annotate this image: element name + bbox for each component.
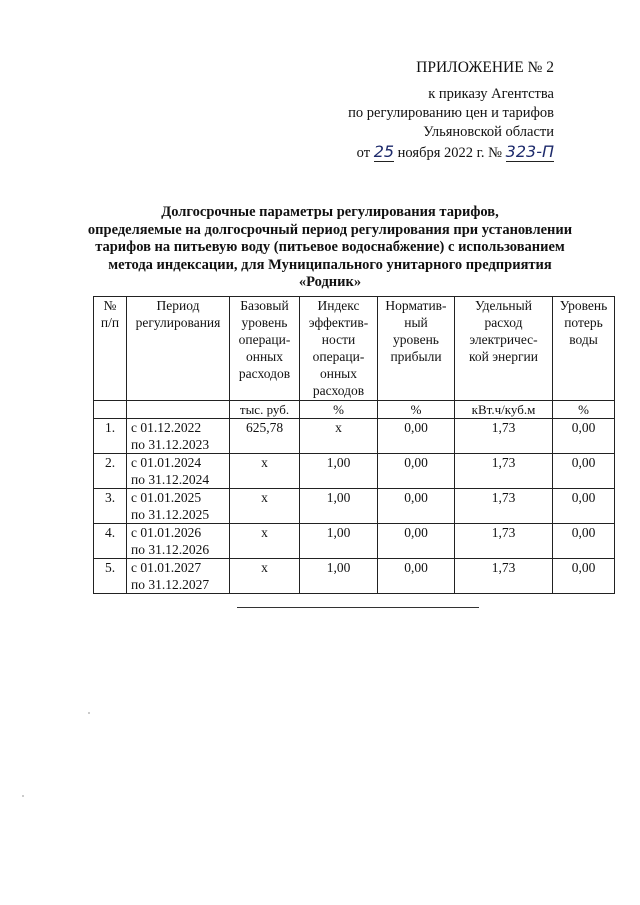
header-base-level — [230, 297, 300, 401]
row-index: 1,00 — [300, 489, 378, 524]
appendix-date-line — [0, 142, 554, 163]
handwritten-order-number: 323-П — [505, 142, 554, 161]
handwritten-day: 25 — [373, 142, 395, 161]
units-row — [94, 401, 615, 419]
header-line: потерь — [564, 315, 603, 330]
header-line: Норматив- — [385, 298, 447, 313]
period-from: с 01.01.2026 — [131, 525, 202, 540]
row-energy: 1,73 — [455, 489, 553, 524]
row-num: 1. — [94, 419, 127, 454]
scan-speck — [88, 712, 90, 714]
appendix-block — [0, 58, 554, 163]
header-efficiency-index — [300, 297, 378, 401]
period-to: по 31.12.2025 — [131, 507, 210, 522]
header-line: кой энергии — [469, 349, 538, 364]
unit-num — [94, 401, 127, 419]
header-line: электричес- — [469, 332, 538, 347]
row-losses: 0,00 — [553, 419, 615, 454]
row-base: 625,78 — [230, 419, 300, 454]
date-middle: ноября 2022 г. № — [397, 145, 503, 161]
title-line-3: тарифов на питьевую воду (питьевое водоснабжение) с использованием — [95, 239, 565, 255]
header-line: воды — [569, 332, 598, 347]
title-line-1: Долгосрочные параметры регулирования тарифов, — [161, 204, 499, 220]
table-row — [94, 489, 615, 524]
header-line: Период — [156, 298, 200, 313]
header-line: ности — [321, 332, 356, 347]
header-line: операци- — [312, 349, 365, 364]
header-water-losses — [553, 297, 615, 401]
document-title — [60, 204, 600, 292]
header-profit-level — [378, 297, 455, 401]
title-line-2: определяемые на долгосрочный период регулирования при установлении — [87, 221, 573, 238]
header-line: расходов — [312, 383, 365, 398]
period-to: по 31.12.2027 — [131, 577, 210, 592]
header-line: № — [103, 298, 117, 313]
header-line: прибыли — [390, 349, 442, 364]
date-prefix: от — [356, 145, 371, 161]
header-energy-consumption — [455, 297, 553, 401]
row-index: 1,00 — [300, 524, 378, 559]
table-row — [94, 419, 615, 454]
header-line: расходов — [238, 366, 291, 381]
row-index: 1,00 — [300, 454, 378, 489]
row-num: 2. — [94, 454, 127, 489]
header-line: п/п — [100, 315, 120, 330]
header-line: расход — [484, 315, 523, 330]
period-from: с 01.01.2027 — [131, 560, 202, 575]
row-base: х — [230, 524, 300, 559]
parameters-table — [93, 296, 615, 594]
unit-energy: кВт.ч/куб.м — [455, 401, 553, 419]
row-profit: 0,00 — [378, 524, 455, 559]
period-to: по 31.12.2024 — [131, 472, 210, 487]
row-profit: 0,00 — [378, 559, 455, 594]
row-energy: 1,73 — [455, 419, 553, 454]
header-line: ный — [404, 315, 428, 330]
appendix-line-3: Ульяновской области — [423, 124, 554, 140]
row-energy: 1,73 — [455, 524, 553, 559]
title-line-4: метода индексации, для Муниципального унитарного предприятия — [108, 256, 552, 273]
row-period — [127, 489, 230, 524]
header-line: Базовый — [240, 298, 289, 313]
header-line: регулирования — [135, 315, 221, 330]
row-losses: 0,00 — [553, 524, 615, 559]
header-line: онных — [245, 349, 284, 364]
period-to: по 31.12.2023 — [131, 437, 210, 452]
table-row — [94, 524, 615, 559]
header-line: эффектив- — [308, 315, 369, 330]
row-base: х — [230, 454, 300, 489]
row-index: х — [300, 419, 378, 454]
row-num: 4. — [94, 524, 127, 559]
unit-base: тыс. руб. — [230, 401, 300, 419]
header-period — [127, 297, 230, 401]
closing-rule-divider — [237, 607, 479, 608]
table-row — [94, 454, 615, 489]
row-profit: 0,00 — [378, 454, 455, 489]
table-row — [94, 559, 615, 594]
unit-index: % — [300, 401, 378, 419]
header-line: уровень — [241, 315, 288, 330]
title-line-5: «Родник» — [298, 274, 362, 290]
header-line: операци- — [238, 332, 291, 347]
appendix-line-1: к приказу Агентства — [428, 86, 554, 102]
row-profit: 0,00 — [378, 419, 455, 454]
row-num: 5. — [94, 559, 127, 594]
unit-profit: % — [378, 401, 455, 419]
row-base: х — [230, 489, 300, 524]
row-energy: 1,73 — [455, 559, 553, 594]
period-from: с 01.12.2022 — [131, 420, 202, 435]
row-index: 1,00 — [300, 559, 378, 594]
appendix-title: ПРИЛОЖЕНИЕ № 2 — [416, 59, 554, 76]
header-row — [94, 297, 615, 401]
header-line: Удельный — [475, 298, 532, 313]
row-profit: 0,00 — [378, 489, 455, 524]
unit-period — [127, 401, 230, 419]
period-from: с 01.01.2025 — [131, 490, 202, 505]
period-from: с 01.01.2024 — [131, 455, 202, 470]
row-num: 3. — [94, 489, 127, 524]
header-line: Индекс — [317, 298, 360, 313]
row-losses: 0,00 — [553, 454, 615, 489]
row-period — [127, 559, 230, 594]
row-energy: 1,73 — [455, 454, 553, 489]
row-period — [127, 454, 230, 489]
unit-losses: % — [553, 401, 615, 419]
row-losses: 0,00 — [553, 489, 615, 524]
appendix-line-2: по регулированию цен и тарифов — [348, 105, 554, 121]
header-line: Уровень — [559, 298, 608, 313]
row-base: х — [230, 559, 300, 594]
row-period — [127, 524, 230, 559]
header-line: уровень — [393, 332, 439, 347]
scan-speck — [22, 795, 24, 797]
row-losses: 0,00 — [553, 559, 615, 594]
period-to: по 31.12.2026 — [131, 542, 210, 557]
header-line: онных — [319, 366, 358, 381]
header-num — [94, 297, 127, 401]
row-period — [127, 419, 230, 454]
